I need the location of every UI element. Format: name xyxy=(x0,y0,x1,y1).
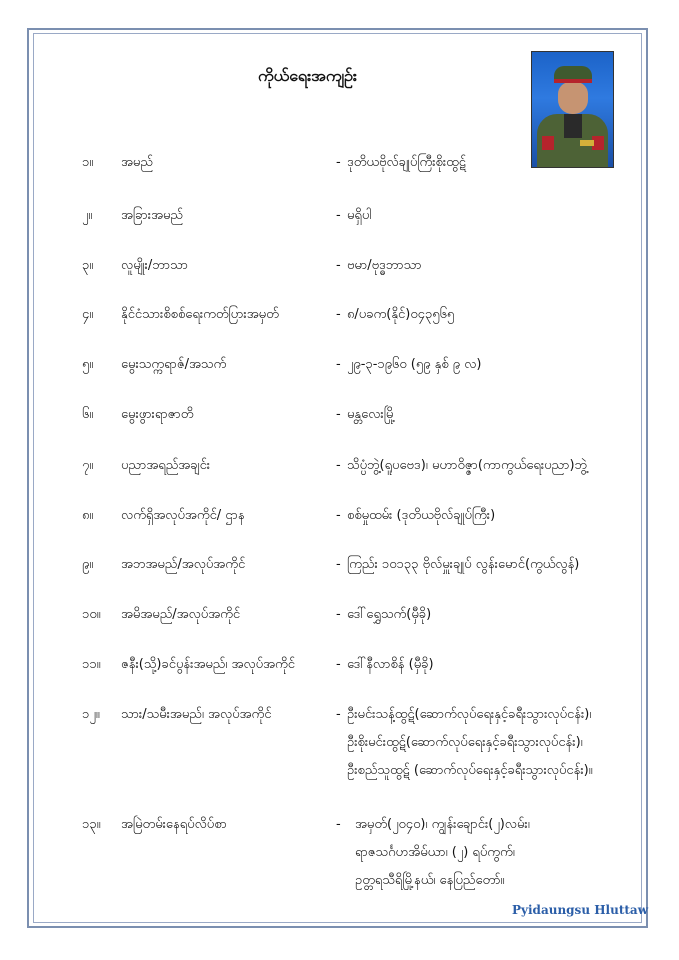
row-value-line: ဦးမင်းသန့်ထွဋ်(ဆောက်လုပ်ရေးနှင့်ခရီးသွားလုပ်ငန်း)၊ xyxy=(347,707,592,722)
row-value-line: ရာဇသင်္ဂဟအိမ်ယာ၊ (၂) ရပ်ကွက်၊ xyxy=(355,845,515,860)
row-value: ၈/ပခက(နိုင်)၀၄၃၅၆၅ xyxy=(347,307,455,322)
row-number: ၂။ xyxy=(82,208,93,223)
row-number: ၈။ xyxy=(82,508,94,523)
row-label: ပညာအရည်အချင်း xyxy=(121,458,211,473)
row-value: မရှိပါ xyxy=(347,208,372,223)
row-number: ၁။ xyxy=(82,155,94,170)
row-label: လက်ရှိအလုပ်အကိုင်/ ဌာန xyxy=(121,508,245,523)
row-number: ၁၀။ xyxy=(82,607,101,622)
row-number: ၃။ xyxy=(82,258,94,273)
row-value: ဒေါ်နီလာစိန် (မှီခို) xyxy=(347,657,434,672)
row-value-line: အမှတ်(၂၀၄၀)၊ ကျွန်းချောင်း(၂)လမ်း၊ xyxy=(355,817,530,832)
row-value-line: ဥတ္တရသီရိမြို့နယ်၊ နေပြည်တော်။ xyxy=(355,873,505,888)
row-number: ၅။ xyxy=(82,357,94,372)
row-label: ဇနီး(သို့)ခင်ပွန်းအမည်၊ အလုပ်အကိုင် xyxy=(121,657,295,672)
row-value: သိပ္ပံဘွဲ့(ရူပဗေဒ)၊ မဟာဝိဇ္ဇာ(ကာကွယ်ရေးပညာ)ဘွဲ့ xyxy=(347,458,588,473)
row-label: လူမျိုး/ဘာသာ xyxy=(121,258,188,273)
portrait-photo xyxy=(531,51,614,168)
row-value: ၂၉-၃-၁၉၆၀ (၅၉ နှစ် ၉ လ) xyxy=(347,357,482,372)
row-value-line: ဦးစည်သူထွဋ် (ဆောက်လုပ်ရေးနှင့်ခရီးသွားလုပ်ငန်း)။ xyxy=(347,763,593,778)
row-number: ၆။ xyxy=(82,407,94,422)
row-label: အမည် xyxy=(121,155,153,170)
row-value: ဒုတိယဗိုလ်ချုပ်ကြီးစိုးထွဋ် xyxy=(347,155,466,170)
row-number: ၁၂။ xyxy=(82,707,100,722)
row-label: အခြားအမည် xyxy=(121,208,184,223)
row-label: မွေးသက္ကရာဇ်/အသက် xyxy=(121,357,227,372)
row-number: ၁၃။ xyxy=(82,817,101,832)
row-label: အမြဲတမ်းနေရပ်လိပ်စာ xyxy=(121,817,227,832)
row-label: အဘအမည်/အလုပ်အကိုင် xyxy=(121,557,246,572)
row-value: ဗမာ/ဗုဒ္ဓဘာသာ xyxy=(347,258,422,273)
row-label: မွေးဖွားရာဇာတိ xyxy=(121,407,194,422)
row-value: စစ်မှုထမ်း (ဒုတိယဗိုလ်ချုပ်ကြီး) xyxy=(347,508,496,523)
row-number: ၉။ xyxy=(82,557,94,572)
footer-source: Pyidaungsu Hluttaw xyxy=(512,903,649,917)
row-value: ဒေါ်ရွှေသက်(မှီခို) xyxy=(347,607,432,622)
row-number: ၄။ xyxy=(82,307,94,322)
row-number: ၁၁။ xyxy=(82,657,101,672)
row-value-line: ဦးစိုးမင်းထွဋ်(ဆောက်လုပ်ရေးနှင့်ခရီးသွားလုပ်ငန်း)၊ xyxy=(347,735,583,750)
page-title: ကိုယ်ရေးအကျဉ်း xyxy=(258,66,357,85)
row-number: ၇။ xyxy=(82,458,94,473)
row-value: မန္တလေးမြို့ xyxy=(347,407,396,422)
row-label: သား/သမီးအမည်၊ အလုပ်အကိုင် xyxy=(121,707,272,722)
row-label: နိုင်ငံသားစိစစ်ရေးကတ်ပြားအမှတ် xyxy=(121,307,279,322)
row-label: အမိအမည်/အလုပ်အကိုင် xyxy=(121,607,241,622)
row-value: ကြည်း ၁၀၁၃၃ ဗိုလ်မှူးချုပ် လွန်းမောင်(ကွယ်လွန်) xyxy=(347,557,580,572)
